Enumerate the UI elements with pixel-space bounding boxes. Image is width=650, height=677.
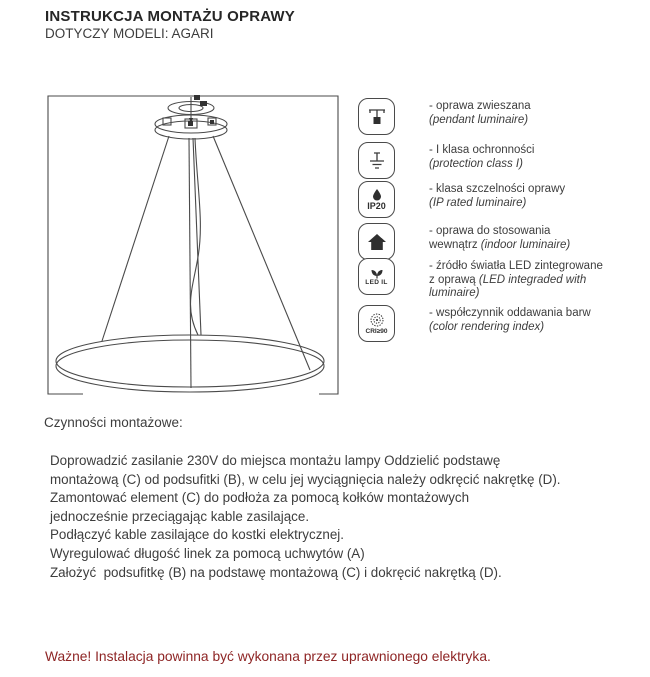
ip-rating-icon xyxy=(358,181,395,218)
lamp-assembly-drawing xyxy=(45,92,345,404)
legend-label: (protection class I) xyxy=(429,157,523,170)
legend-label: (IP rated luminaire) xyxy=(429,196,527,209)
led-icon-text: LED IL xyxy=(365,279,388,287)
led-sprout-glyph xyxy=(371,270,382,276)
step-line: jednocześnie przeciągając kable zasilające. xyxy=(50,508,310,524)
house-glyph xyxy=(368,234,386,250)
protection-class-1-icon xyxy=(358,142,395,179)
legend-item-indoor xyxy=(358,223,570,260)
step-line: montażową (C) od podsufitki (B), w celu jej wyciągnięcia należy odkręcić nakrętkę (D). xyxy=(50,471,561,487)
nut xyxy=(200,101,207,106)
cri-icon xyxy=(358,305,395,342)
legend-label: - klasa szczelności oprawy xyxy=(429,183,566,195)
installation-steps xyxy=(50,452,561,582)
page-title: INSTRUKCJA MONTAŻU OPRAWY xyxy=(45,8,295,25)
legend-label: luminaire) xyxy=(429,287,480,299)
pendant-luminaire-icon xyxy=(358,98,395,135)
droplet-glyph xyxy=(373,189,381,201)
cable-left xyxy=(102,136,169,341)
electrician-warning: Ważne! Instalacja powinna być wykonana przez uprawnionego elektryka. xyxy=(45,649,491,664)
legend-label: - oprawa zwieszana xyxy=(429,100,531,112)
legend-item-led xyxy=(358,258,603,301)
legend-item-cri xyxy=(358,305,591,342)
legend-item-protection-class xyxy=(358,142,534,179)
legend-label: z oprawą (LED integraded with xyxy=(429,273,587,286)
legend-item-pendant xyxy=(358,98,531,135)
cri-icon-text: CRI≥90 xyxy=(365,327,388,335)
legend-label: - I klasa ochronności xyxy=(429,144,535,156)
page-subtitle: DOTYCZY MODELI: AGARI xyxy=(45,26,214,41)
led-integrated-icon xyxy=(358,258,395,295)
pendant-lamp-diagram xyxy=(45,92,345,404)
legend-label: wewnątrz (indoor luminaire) xyxy=(429,238,571,251)
step-line: Doprowadzić zasilanie 230V do miejsca montażu lampy Oddzielić podstawę xyxy=(50,453,501,468)
step-line: Wyregulować długość linek za pomocą uchwytów (A) xyxy=(50,545,365,561)
ring-luminaire xyxy=(56,335,324,387)
indoor-luminaire-icon xyxy=(358,223,395,260)
legend-item-ip-rating xyxy=(358,181,565,218)
step-line: Zamontować element (C) do podłoża za pomocą kołków montażowych xyxy=(50,490,470,506)
legend-label: - oprawa do stosowania xyxy=(429,225,551,237)
ip-rating-text: IP20 xyxy=(367,201,386,211)
legend-label: (color rendering index) xyxy=(429,320,545,333)
steps-heading: Czynności montażowe: xyxy=(44,415,183,430)
cable-right xyxy=(213,136,310,370)
step-line: Podłączyć kable zasilające do kostki elektrycznej. xyxy=(50,527,344,543)
step-line: Założyć podsufitkę (B) na podstawę montażową (C) i dokręcić nakrętką (D). xyxy=(50,564,502,580)
legend-label: - współczynnik oddawania barw xyxy=(429,307,591,319)
legend-label: - źródło światła LED zintegrowane xyxy=(429,260,603,272)
legend-label: (pendant luminaire) xyxy=(429,113,529,126)
power-cord xyxy=(191,138,201,335)
cable-center xyxy=(189,138,191,388)
